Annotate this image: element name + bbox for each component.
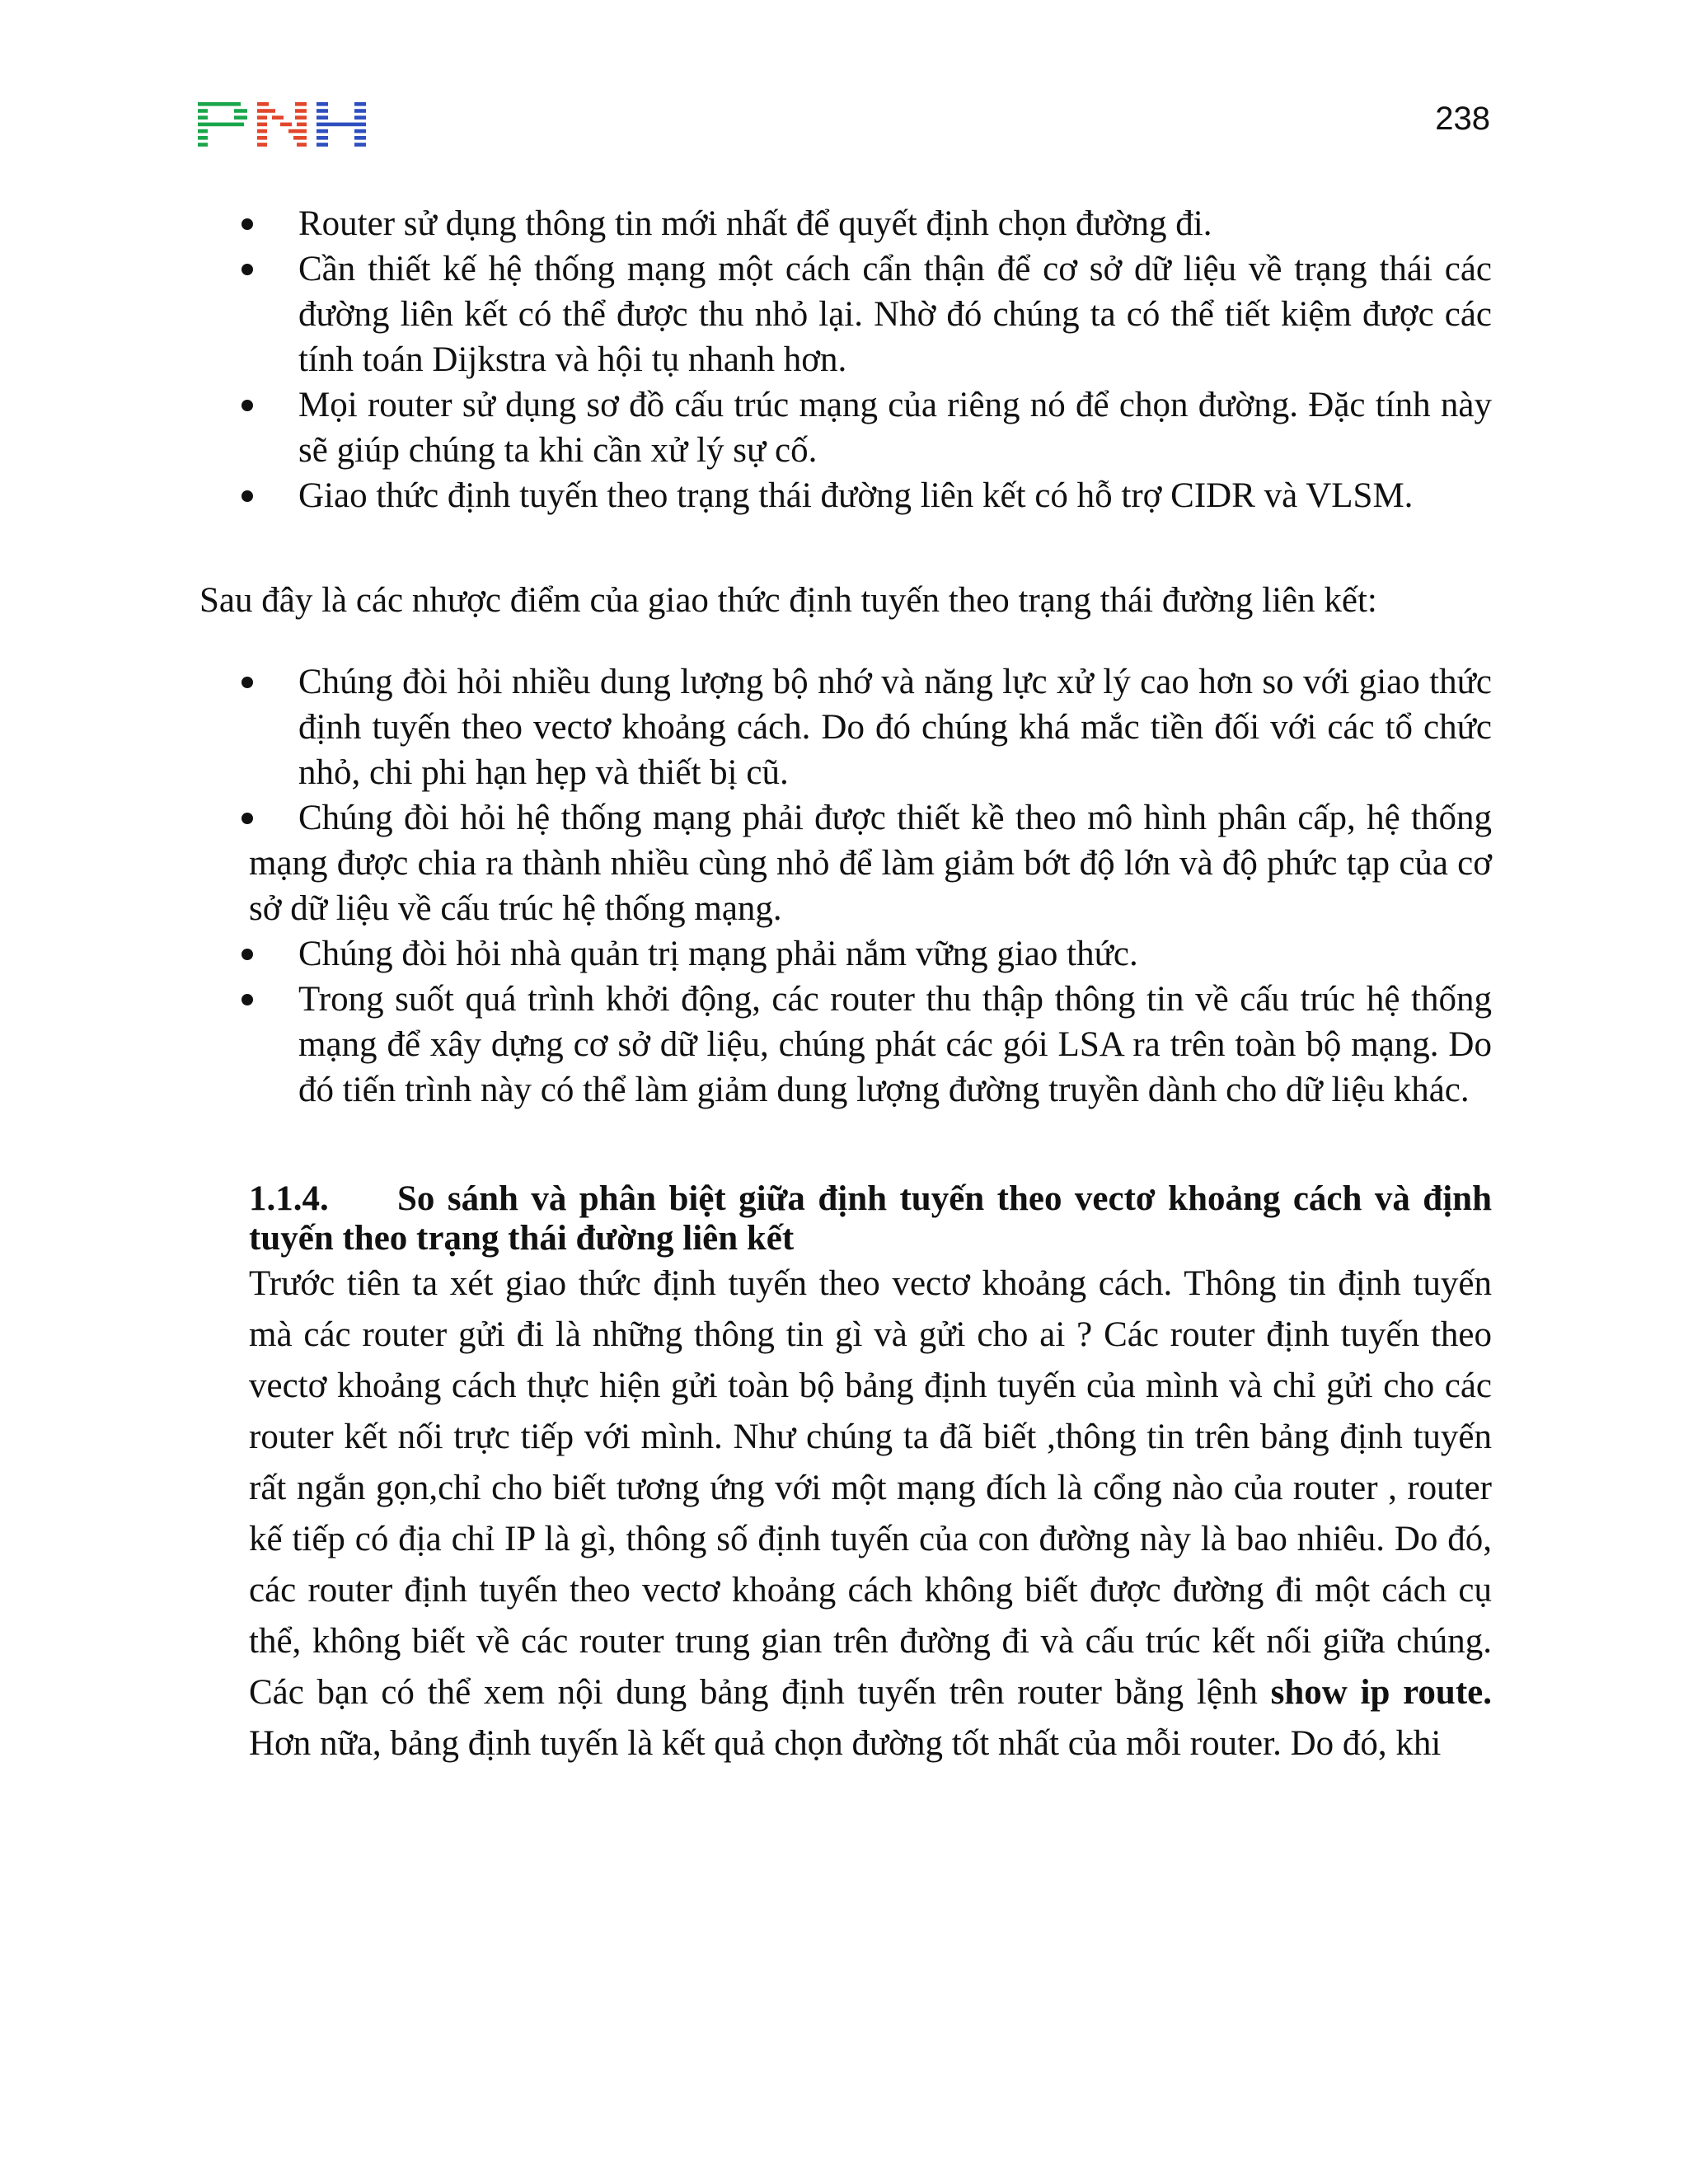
pnh-logo: [198, 101, 367, 148]
list-item-text: Chúng đòi hỏi hệ thống mạng phải được thiết kề theo mô hình phân cấp, hệ thống mạng được chia ra thành nhiều cùng nhỏ để làm giảm bớt độ lớn và độ phức tạp của cơ sở dữ liệu về cấu trúc hệ thống mạng.: [249, 799, 1492, 928]
list-item-text: Router sử dụng thông tin mới nhất để quyết định chọn đường đi.: [298, 204, 1212, 243]
logo-stripe: [354, 143, 366, 147]
list-item-text: Chúng đòi hỏi nhà quản trị mạng phải nắm vững giao thức.: [298, 935, 1138, 973]
list-item-text: Cần thiết kế hệ thống mạng một cách cẩn thận để cơ sở dữ liệu về trạng thái các đường liên kết có thể được thu nhỏ lại. Nhờ đó chúng ta có thể tiết kiệm được các tính toán Dijkstra và hội tụ nhanh hơn.: [298, 250, 1492, 379]
logo-stripe: [316, 129, 328, 134]
list-item: [199, 659, 1492, 795]
bullet-icon: [241, 264, 253, 275]
list-item: [199, 382, 1492, 473]
list-item-text: Mọi router sử dụng sơ đồ cấu trúc mạng của riêng nó để chọn đường. Đặc tính này sẽ giúp chúng ta khi cần xử lý sự cố.: [298, 386, 1492, 470]
bullet-icon: [241, 677, 253, 688]
list-item: [199, 201, 1492, 246]
logo-stripe: [257, 129, 267, 134]
bullet-icon: [241, 218, 253, 230]
advantages-list: [199, 201, 1492, 518]
page-content: [199, 201, 1492, 1769]
logo-stripe: [198, 109, 208, 113]
paragraph-text: Trước tiên ta xét giao thức định tuyến theo vectơ khoảng cách. Thông tin định tuyến mà các router gửi đi là những thông tin gì và gửi cho ai ? Các router định tuyến theo vectơ khoảng cách thực hiện gửi toàn bộ bảng định tuyến của mình và chỉ gửi cho các router kết nối trực tiếp với mình. Như chúng ta đã biết ,thông tin trên bảng định tuyến rất ngắn gọn,chỉ cho biết tương ứng với một mạng đích là cổng nào của router , router kế tiếp có địa chỉ IP là gì, thông số định tuyến của con đường này là bao nhiêu. Do đó, các router định tuyến theo vectơ khoảng cách không biết được đường đi một cách cụ thể, không biết về các router trung gian trên đường đi và cấu trúc kết nối giữa chúng. Các bạn có thể xem nội dung bảng định tuyến trên router bằng lệnh: [249, 1264, 1492, 1712]
logo-stripe: [198, 123, 244, 127]
logo-stripe: [316, 115, 328, 120]
logo-stripe: [354, 129, 366, 134]
bullet-icon: [241, 400, 253, 411]
list-item: [199, 977, 1492, 1113]
logo-stripe: [257, 136, 267, 140]
page-number: 238: [1435, 101, 1490, 137]
logo-stripe: [297, 143, 307, 147]
logo-stripe: [198, 115, 208, 120]
disadvantages-intro: Sau đây là các nhược điểm của giao thức định tuyến theo trạng thái đường liên kết:: [199, 581, 1377, 620]
logo-stripe: [257, 109, 275, 113]
logo-stripe: [354, 102, 366, 106]
logo-stripe: [257, 143, 267, 147]
logo-stripe: [316, 109, 328, 113]
list-item-text: Giao thức định tuyến theo trạng thái đường liên kết có hỗ trợ CIDR và VLSM.: [298, 476, 1414, 515]
bullet-icon: [241, 490, 253, 502]
logo-stripe: [316, 123, 366, 127]
section-paragraph: [199, 1258, 1492, 1769]
logo-stripe: [257, 123, 267, 127]
logo-stripe: [316, 136, 328, 140]
logo-stripe: [198, 129, 208, 134]
disadvantages-list: [199, 659, 1492, 1113]
section-number: 1.1.4.: [249, 1179, 329, 1218]
logo-stripe: [198, 143, 208, 147]
logo-stripe: [354, 136, 366, 140]
logo-stripe: [198, 102, 241, 106]
logo-stripe: [288, 129, 307, 134]
list-item: [199, 246, 1492, 382]
bullet-icon: [241, 994, 253, 1005]
bullet-icon: [241, 813, 253, 824]
logo-stripe: [316, 102, 328, 106]
command-text: show ip route.: [1270, 1673, 1492, 1712]
section-heading: [199, 1179, 1492, 1258]
logo-stripe: [198, 136, 208, 140]
logo-stripe: [295, 115, 307, 120]
list-item: [199, 795, 1492, 931]
list-item: [199, 473, 1492, 518]
section-title: So sánh và phân biệt giữa định tuyến theo vectơ khoảng cách và định tuyến theo trạng thái đường liên kết: [249, 1179, 1492, 1258]
paragraph-text-continued: Hơn nữa, bảng định tuyến là kết quả chọn đường tốt nhất của mỗi router. Do đó, khi: [249, 1724, 1442, 1763]
logo-stripe: [234, 115, 247, 120]
list-item-text: Chúng đòi hỏi nhiều dung lượng bộ nhớ và năng lực xử lý cao hơn so với giao thức định tuyến theo vectơ khoảng cách. Do đó chúng khá mắc tiền đối với các tổ chức nhỏ, chi phi hạn hẹp và thiết bị cũ.: [298, 663, 1492, 792]
logo-stripe: [257, 102, 269, 106]
logo-stripe: [234, 109, 247, 113]
logo-stripe: [295, 109, 307, 113]
list-item-text: Trong suốt quá trình khởi động, các router thu thập thông tin về cấu trúc hệ thống mạng để xây dựng cơ sở dữ liệu, chúng phát các gói LSA ra trên toàn bộ mạng. Do đó tiến trình này có thể làm giảm dung lượng đường truyền dành cho dữ liệu khác.: [298, 980, 1492, 1109]
bullet-icon: [241, 949, 253, 960]
logo-stripe: [293, 136, 307, 140]
logo-stripe: [272, 115, 284, 120]
logo-stripe: [354, 115, 366, 120]
logo-stripe: [354, 109, 366, 113]
logo-stripe: [257, 115, 267, 120]
list-item: [199, 931, 1492, 977]
logo-stripe: [316, 143, 328, 147]
logo-stripe: [295, 102, 307, 106]
logo-stripe: [280, 123, 292, 127]
logo-stripe: [297, 123, 307, 127]
